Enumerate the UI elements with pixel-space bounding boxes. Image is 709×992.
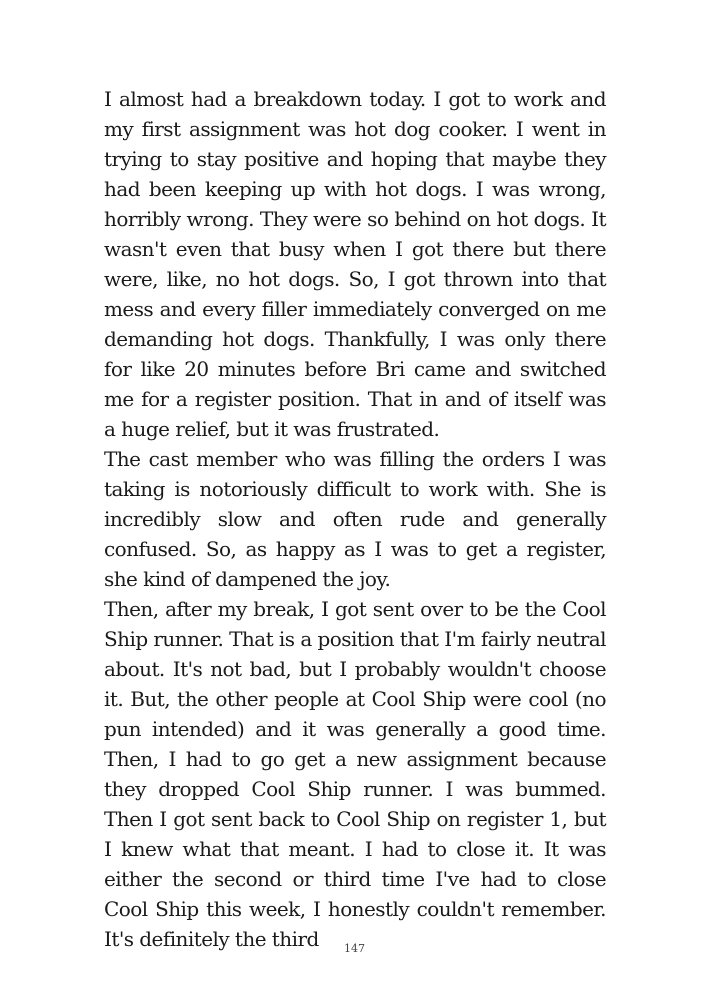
- paragraph-3: Then, after my break, I got sent over to be the Cool Ship runner. That is a position that I'm fairly neutral about. It's not bad, but I probably wouldn't choose it. But, the other people at Cool Ship were cool (no pun intended) and it was generally a good time. Then, I had to go get a new assignment because they dropped Cool Ship runner. I was bummed. Then I got sent back to Cool Ship on register 1, but I knew what that meant. I had to close it. It was either the second or third time I've had to close Cool Ship this week, I honestly couldn't remember. It's definitely the third: [104, 597, 606, 951]
- body-text: [104, 84, 606, 954]
- page-number: 147: [344, 942, 365, 955]
- paragraph-1: I almost had a breakdown today. I got to work and my first assignment was hot dog cooker. I went in trying to stay positive and hoping that maybe they had been keeping up with hot dogs. I was wrong, horribly wrong. They were so behind on hot dogs. It wasn't even that busy when I got there but there were, like, no hot dogs. So, I got thrown into that mess and every filler immediately converged on me demanding hot dogs. Thankfully, I was only there for like 20 minutes before Bri came and switched me for a register position. That in and of itself was a huge relief, but it was frustrated.: [104, 87, 606, 441]
- paragraph-2: The cast member who was filling the orders I was taking is notoriously difficult to work with. She is incredibly slow and often rude and generally confused. So, as happy as I was to get a register, she kind of dampened the joy.: [104, 447, 606, 591]
